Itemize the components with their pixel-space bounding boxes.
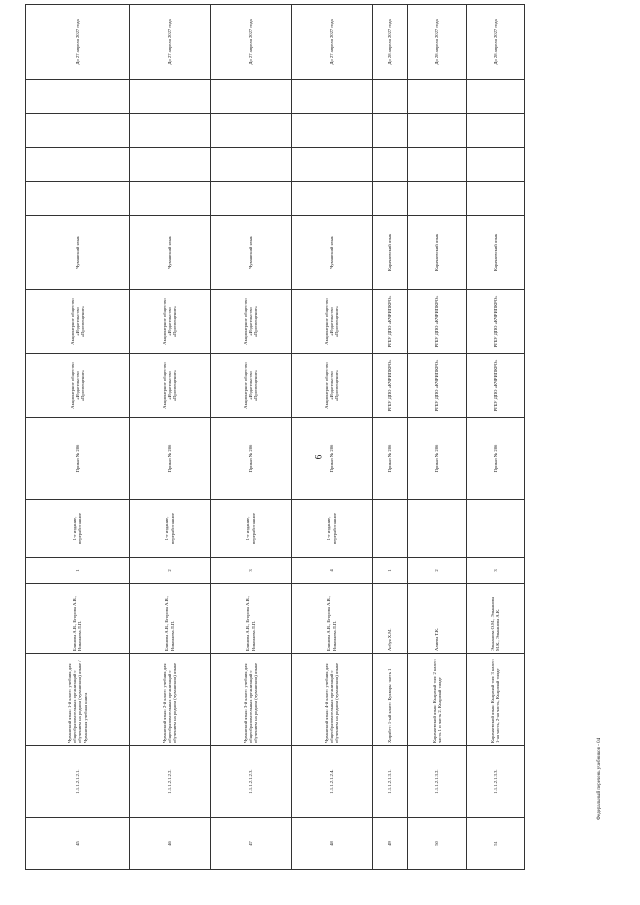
- row-code: 1.1.1.2.1.2.1.: [26, 746, 130, 818]
- row-empty-4: [408, 80, 466, 114]
- row-empty-3: [372, 114, 408, 148]
- row-title: Чувашский язык: 1-й класс: учебник для общеобразовательных организаций с обучением на родном (чувашском) языке / Чувашская учебная книга: [26, 654, 130, 746]
- row-publisher: Акционерное общество «Издательство «Просвещение»: [210, 354, 291, 418]
- row-manufacturer: Акционерное общество «Издательство «Просвещение»: [291, 290, 372, 354]
- row-deadline: До 27 апреля 2027 года: [291, 5, 372, 80]
- row-edition: 1-е издание, переработанное: [26, 500, 130, 558]
- row-number: 51: [466, 818, 524, 870]
- row-empty-2: [291, 148, 372, 182]
- row-grade: 2: [408, 558, 466, 584]
- row-publisher: РГБУ ДПО «КЧРИПКРО»: [408, 354, 466, 418]
- row-authors: Блинова А.В., Егорова А.В., Николаева Л.П.: [291, 584, 372, 654]
- row-language: Карачаевский язык: [408, 216, 466, 290]
- row-empty-2: [466, 148, 524, 182]
- row-edition: 1-е издание, переработанное: [291, 500, 372, 558]
- table-row: [408, 5, 466, 870]
- row-authors: Алиева Т.К.: [408, 584, 466, 654]
- row-empty-1: [408, 182, 466, 216]
- row-order: Приказ № 286: [291, 418, 372, 500]
- row-language: Карачаевский язык: [466, 216, 524, 290]
- row-code: 1.1.1.2.1.3.2.: [408, 746, 466, 818]
- row-number: 47: [210, 818, 291, 870]
- row-manufacturer: Акционерное общество «Издательство «Просвещение»: [129, 290, 210, 354]
- row-number: 49: [372, 818, 408, 870]
- row-manufacturer: РГБУ ДПО «КЧРИПКРО»: [466, 290, 524, 354]
- row-title: Карачаевский язык: Къарачай тил: 3 класс: 1-ая часть, 2-ая часть, Къарачай тилде: [466, 654, 524, 746]
- row-empty-3: [408, 114, 466, 148]
- row-edition: [372, 500, 408, 558]
- row-edition: [408, 500, 466, 558]
- row-publisher: Акционерное общество «Издательство «Просвещение»: [26, 354, 130, 418]
- row-title: Чувашский язык: 2-й класс: учебник для общеобразовательных организаций с обучением на родном (чувашском) языке: [129, 654, 210, 746]
- row-number: 46: [129, 818, 210, 870]
- row-publisher: РГБУ ДПО «КЧРИПКРО»: [466, 354, 524, 418]
- row-empty-2: [408, 148, 466, 182]
- row-grade: 1: [372, 558, 408, 584]
- row-order: Приказ № 286: [129, 418, 210, 500]
- row-language: Чувашский язык: [26, 216, 130, 290]
- table-row: [466, 5, 524, 870]
- row-grade: 3: [466, 558, 524, 584]
- row-empty-2: [26, 148, 130, 182]
- row-empty-2: [210, 148, 291, 182]
- row-language: Карачаевский язык: [372, 216, 408, 290]
- row-empty-2: [129, 148, 210, 182]
- row-empty-4: [210, 80, 291, 114]
- row-deadline: До 28 апреля 2027 года: [372, 5, 408, 80]
- row-edition: [466, 500, 524, 558]
- row-code: 1.1.1.2.1.2.3.: [210, 746, 291, 818]
- row-code: 1.1.1.2.1.3.1.: [372, 746, 408, 818]
- row-title: Хирябет: 1-ый класс: Букварь: часть 1: [372, 654, 408, 746]
- row-language: Чувашский язык: [291, 216, 372, 290]
- row-grade: 3: [210, 558, 291, 584]
- row-empty-3: [291, 114, 372, 148]
- row-order: Приказ № 286: [372, 418, 408, 500]
- row-grade: 1: [26, 558, 130, 584]
- page-number: 6: [313, 454, 324, 460]
- row-code: 1.1.1.2.1.2.4.: [291, 746, 372, 818]
- row-edition: 1-е издание, переработанное: [129, 500, 210, 558]
- row-empty-4: [291, 80, 372, 114]
- row-empty-1: [291, 182, 372, 216]
- row-empty-4: [372, 80, 408, 114]
- row-manufacturer: РГБУ ДПО «КЧРИПКРО»: [372, 290, 408, 354]
- row-edition: 1-е издание, переработанное: [210, 500, 291, 558]
- row-empty-1: [466, 182, 524, 216]
- row-authors: Блинова А.В., Егорова А.В., Николаева Л.П.: [129, 584, 210, 654]
- row-number: 50: [408, 818, 466, 870]
- row-manufacturer: Акционерное общество «Издательство «Просвещение»: [26, 290, 130, 354]
- textbook-table: [25, 4, 525, 870]
- row-empty-4: [26, 80, 130, 114]
- row-deadline: До 27 апреля 2027 года: [26, 5, 130, 80]
- table-row: [291, 5, 372, 870]
- row-publisher: Акционерное общество «Издательство «Просвещение»: [129, 354, 210, 418]
- row-language: Чувашский язык: [210, 216, 291, 290]
- row-language: Чувашский язык: [129, 216, 210, 290]
- row-publisher: РГБУ ДПО «КЧРИПКРО»: [372, 354, 408, 418]
- row-authors: Блинова А.В., Егорова А.В., Николаева Л.П.: [26, 584, 130, 654]
- row-code: 1.1.1.2.1.3.3.: [466, 746, 524, 818]
- row-empty-3: [26, 114, 130, 148]
- row-empty-4: [129, 80, 210, 114]
- row-empty-1: [129, 182, 210, 216]
- row-number: 45: [26, 818, 130, 870]
- row-number: 48: [291, 818, 372, 870]
- row-title: Карачаевский язык: Къарачай тил: 2 класс: часть 1 и часть 2. Къарачай тилде: [408, 654, 466, 746]
- row-grade: 2: [129, 558, 210, 584]
- row-grade: 4: [291, 558, 372, 584]
- row-empty-3: [466, 114, 524, 148]
- row-empty-1: [372, 182, 408, 216]
- row-deadline: До 27 апреля 2027 года: [210, 5, 291, 80]
- row-manufacturer: Акционерное общество «Издательство «Просвещение»: [210, 290, 291, 354]
- row-authors: Агбуя Х.М.: [372, 584, 408, 654]
- footer-text: Федеральный перечень учебников - 04: [597, 737, 602, 820]
- table-row: [129, 5, 210, 870]
- row-order: Приказ № 286: [210, 418, 291, 500]
- row-manufacturer: РГБУ ДПО «КЧРИПКРО»: [408, 290, 466, 354]
- row-code: 1.1.1.2.1.2.2.: [129, 746, 210, 818]
- row-order: Приказ № 286: [466, 418, 524, 500]
- row-empty-1: [26, 182, 130, 216]
- row-deadline: До 28 апреля 2027 года: [466, 5, 524, 80]
- row-authors: Блинова А.В., Егорова А.В., Николаева Л.П.: [210, 584, 291, 654]
- table-row: [210, 5, 291, 870]
- row-order: Приказ № 286: [408, 418, 466, 500]
- row-deadline: До 28 апреля 2027 года: [408, 5, 466, 80]
- table-row: [26, 5, 130, 870]
- row-publisher: Акционерное общество «Издательство «Просвещение»: [291, 354, 372, 418]
- row-empty-1: [210, 182, 291, 216]
- row-authors: Эльканова О.М., Эльканова М.К., Эльканова А.К.: [466, 584, 524, 654]
- row-empty-2: [372, 148, 408, 182]
- table-row: [372, 5, 408, 870]
- row-empty-3: [129, 114, 210, 148]
- row-deadline: До 27 апреля 2027 года: [129, 5, 210, 80]
- row-title: Чувашский язык: 4-й класс: учебник для общеобразовательных организаций с обучением на родном (чувашском) языке: [291, 654, 372, 746]
- rotated-textbook-table: [25, 19, 525, 870]
- row-empty-3: [210, 114, 291, 148]
- row-empty-4: [466, 80, 524, 114]
- row-title: Чувашский язык: 3-й класс: учебник для общеобразовательных организаций с обучением на родном (чувашском) языке: [210, 654, 291, 746]
- row-order: Приказ № 286: [26, 418, 130, 500]
